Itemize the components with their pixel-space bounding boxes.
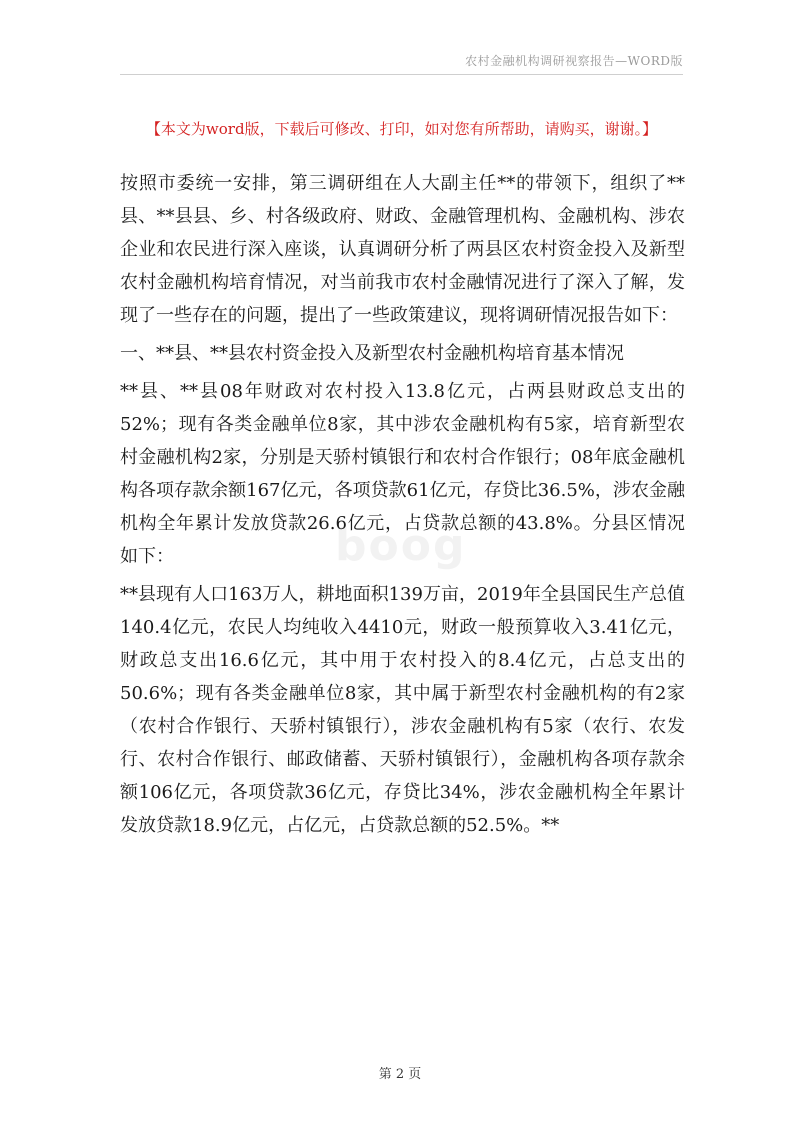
page-header-title: 农村金融机构调研视察报告—WORD版 xyxy=(465,54,683,68)
county-detail-paragraph: **县现有人口163万人，耕地面积139万亩，2019年全县国民生产总值140.4亿元，农民人均纯收入4410元，财政一般预算收入3.41亿元，财政总支出16.6亿元，其中用于农村投入的8.4亿元，占总支出的50.6%；现有各类金融单位8家，其中属于新型农村金融机构的有2家（农村合作银行、天骄村镇银行），涉农金融机构有5家（农行、农发行、农村合作银行、邮政储蓄、天骄村镇银行），金融机构各项存款余额106亿元，各项贷款36亿元，存贷比34%，涉农金融机构全年累计发放贷款18.9亿元，占亿元，占贷款总额的52.5%。** xyxy=(120,584,685,836)
download-notice: 【本文为word版，下载后可修改、打印，如对您有所帮助，请购买，谢谢。】 xyxy=(145,120,658,138)
header-divider xyxy=(120,74,683,75)
watermark: boog xyxy=(335,520,467,571)
summary-paragraph: **县、**县08年财政对农村投入13.8亿元，占两县财政总支出的52%；现有各类金融单位8家，其中涉农金融机构有5家，培育新型农村金融机构2家，分别是天骄村镇银行和农村合作银行；08年底金融机构各项存款余额167亿元，各项贷款61亿元，存贷比36.5%，涉农金融机构全年累计发放贷款26.6亿元，占贷款总额的43.8%。分县区情况如下： xyxy=(120,381,685,567)
section-heading: 一、**县、**县农村资金投入及新型农村金融机构培育基本情况 xyxy=(120,343,624,364)
document-body xyxy=(120,167,685,847)
page-number: 第 2 页 xyxy=(378,1067,422,1082)
intro-paragraph: 按照市委统一安排，第三调研组在人大副主任**的带领下，组织了**县、**县县、乡、村各级政府、财政、金融管理机构、金融机构、涉农企业和农民进行深入座谈，认真调研分析了两县区农村资金投入及新型农村金融机构培育情况，对当前我市农村金融情况进行了深入了解，发现了一些存在的问题，提出了一些政策建议，现将调研情况报告如下： xyxy=(120,173,685,326)
